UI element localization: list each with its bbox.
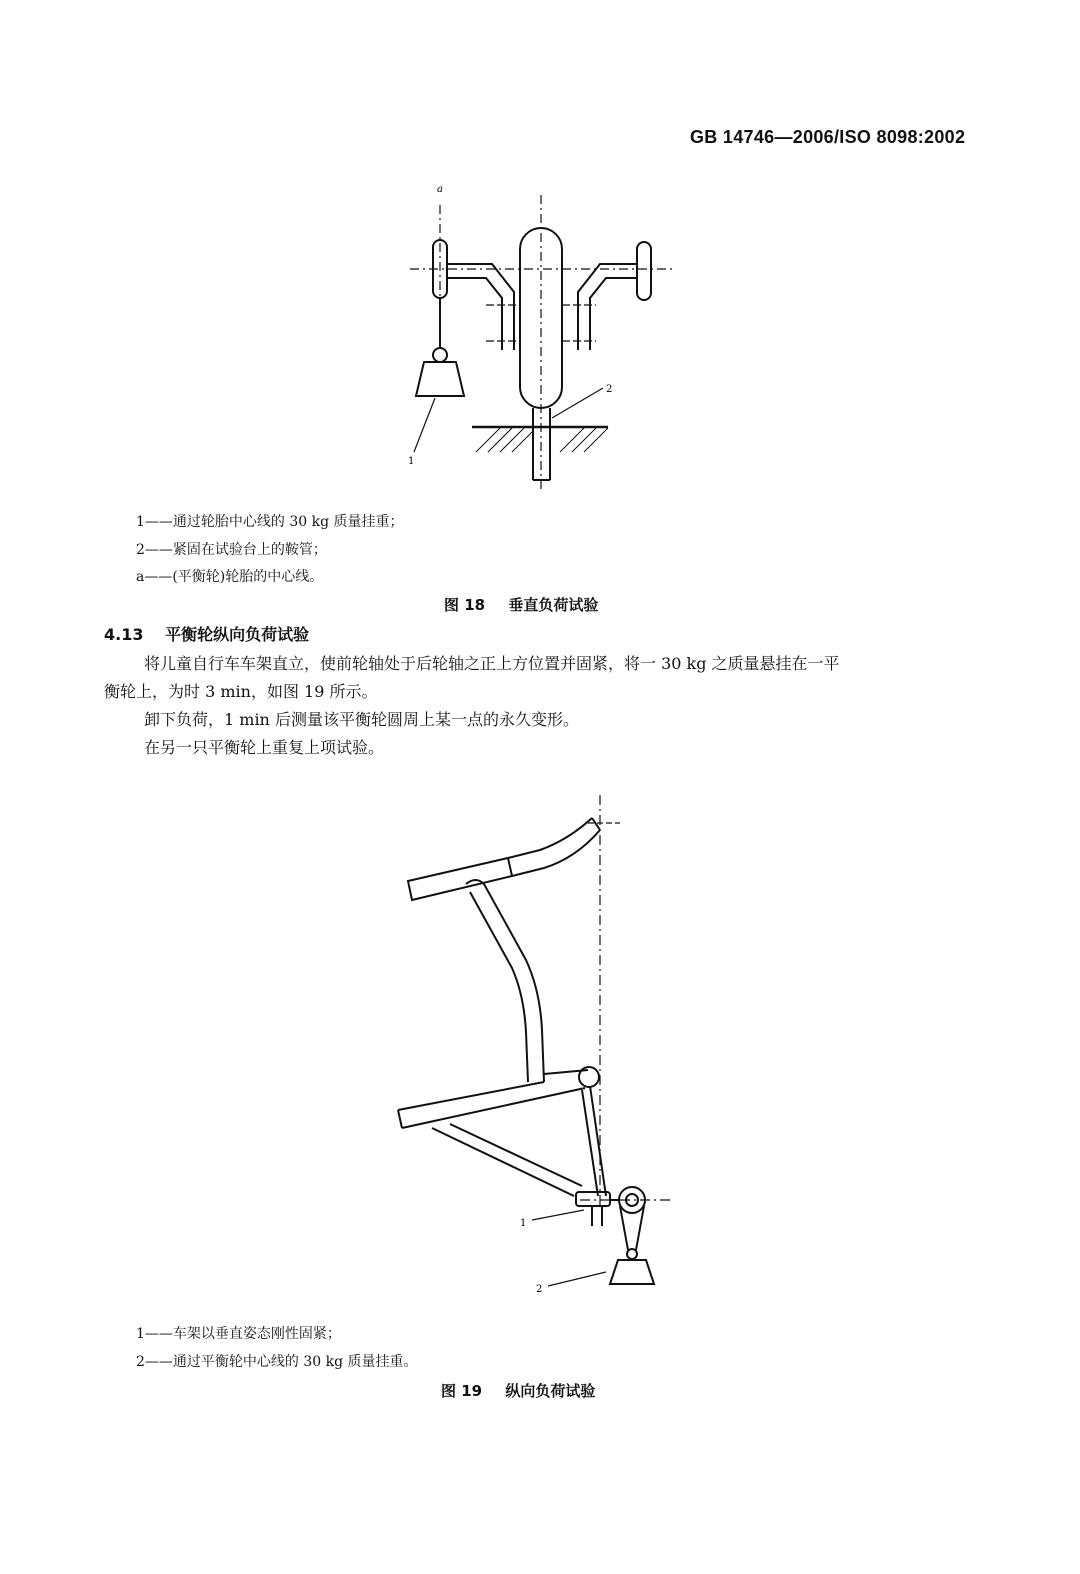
- figure-19-caption: [441, 1380, 595, 1401]
- figure-18-legend-a: a——(平衡轮)轮胎的中心线。: [136, 569, 324, 585]
- section-paragraph-line-2: 衡轮上，为时 3 min，如图 19 所示。: [104, 682, 378, 701]
- section-number: 4.13: [104, 625, 144, 644]
- section-paragraph-line-4: 在另一只平衡轮上重复上项试验。: [144, 738, 385, 757]
- figure-18-legend-2: 2——紧固在试验台上的鞍管；: [136, 542, 327, 558]
- section-paragraph-line-1: 将儿童自行车车架直立，使前轮轴处于后轮轴之正上方位置并固紧，将一 30 kg 之质量悬挂在一平: [144, 654, 840, 673]
- figure-19-caption-title: 纵向负荷试验: [505, 1382, 596, 1400]
- figure-19-caption-number: 图 19: [441, 1382, 483, 1400]
- figure-18-caption-number: 图 18: [444, 596, 486, 614]
- figure-19-callout-2: 2: [536, 1284, 543, 1295]
- section-title: 平衡轮纵向负荷试验: [165, 625, 310, 644]
- figure-19-callout-1: 1: [520, 1218, 527, 1229]
- figure-18-callout-1: 1: [408, 456, 415, 467]
- standard-number-header: GB 14746—2006/ISO 8098:2002: [690, 127, 966, 147]
- figure-18-callout-2: 2: [606, 384, 613, 395]
- figure-18-legend-1: 1——通过轮胎中心线的 30 kg 质量挂重；: [136, 514, 404, 530]
- figure-19-legend-2: 2——通过平衡轮中心线的 30 kg 质量挂重。: [136, 1354, 418, 1370]
- figure-18-caption-title: 垂直负荷试验: [508, 596, 599, 614]
- section-paragraph-line-3: 卸下负荷，1 min 后测量该平衡轮圆周上某一点的永久变形。: [144, 710, 579, 729]
- figure-19-legend-1: 1——车架以垂直姿态刚性固紧；: [136, 1326, 341, 1342]
- figure-18-callout-a: a: [437, 184, 443, 195]
